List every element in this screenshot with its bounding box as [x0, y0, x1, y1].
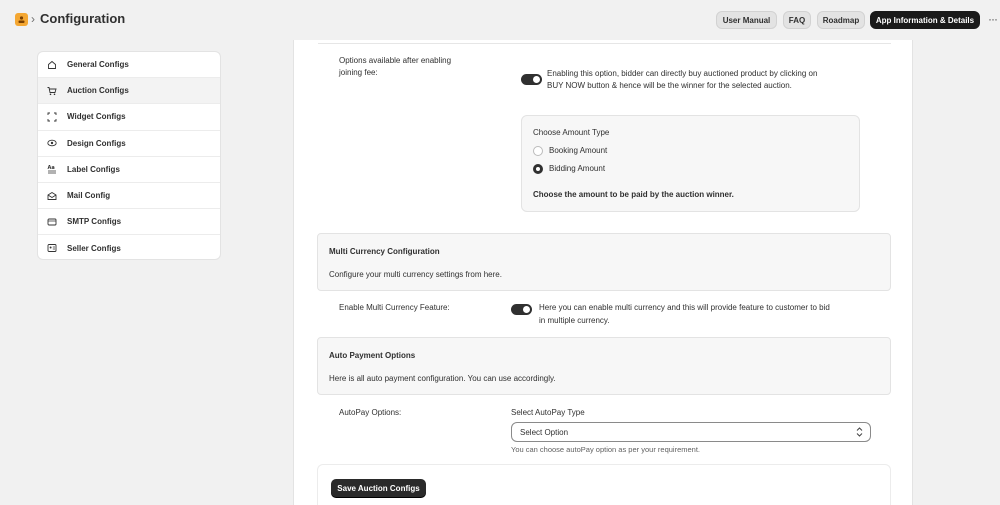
more-options-icon[interactable]: ··· [988, 12, 997, 26]
buy-now-description-line2: BUY NOW button & hence will be the winner for the selected auction. [547, 81, 792, 90]
sidebar-item-mail-config[interactable] [38, 183, 220, 209]
sidebar-item-label: Seller Configs [67, 243, 121, 253]
app-logo-icon[interactable] [15, 13, 28, 26]
sidebar-item-auction-configs[interactable] [38, 78, 220, 104]
mail-icon [46, 190, 58, 202]
buy-now-toggle[interactable] [521, 74, 542, 85]
eye-icon [46, 137, 58, 149]
save-footer [317, 464, 891, 505]
sidebar-item-label: Widget Configs [67, 112, 126, 122]
select-chevron-icon [856, 426, 863, 439]
booking-amount-label[interactable]: Booking Amount [549, 146, 608, 155]
sidebar-item-seller-configs[interactable] [38, 235, 220, 260]
auto-payment-description: Here is all auto payment configuration. You can use accordingly. [329, 374, 556, 383]
top-bar [0, 0, 1000, 40]
sidebar-item-label: General Configs [67, 60, 129, 70]
autopay-select-value: Select Option [520, 427, 569, 437]
multi-currency-title: Multi Currency Configuration [329, 247, 440, 256]
amount-type-heading: Choose Amount Type [533, 128, 610, 137]
widget-icon [46, 111, 58, 123]
auction-configs-panel [293, 40, 913, 505]
auto-payment-section [317, 337, 891, 395]
bidding-amount-radio[interactable] [533, 164, 543, 174]
sidebar-item-label: SMTP Configs [67, 217, 122, 227]
sidebar-item-label: Design Configs [67, 138, 126, 148]
smtp-icon [46, 216, 58, 228]
autopay-select-label: Select AutoPay Type [511, 408, 585, 417]
autopay-help-text: You can choose autoPay option as per your requirement. [511, 445, 701, 454]
user-manual-button[interactable]: User Manual [716, 11, 777, 29]
autopay-options-label: AutoPay Options: [339, 408, 402, 417]
divider [318, 43, 891, 44]
faq-button[interactable]: FAQ [783, 11, 811, 29]
multi-currency-description: Configure your multi currency settings from here. [329, 270, 502, 279]
sidebar-item-label: Mail Config [67, 191, 111, 201]
sidebar-item-general-configs[interactable] [38, 52, 220, 78]
multi-currency-field-label: Enable Multi Currency Feature: [339, 303, 450, 312]
booking-amount-radio[interactable] [533, 146, 543, 156]
sidebar-item-design-configs[interactable] [38, 131, 220, 157]
multi-currency-section [317, 233, 891, 291]
sidebar-item-label-configs[interactable] [38, 157, 220, 183]
auto-payment-title: Auto Payment Options [329, 351, 416, 360]
buy-now-description-line1: Enabling this option, bidder can directly buy auctioned product by clicking on [547, 69, 818, 78]
amount-type-card [521, 115, 860, 212]
roadmap-button[interactable]: Roadmap [817, 11, 865, 29]
multi-currency-field-desc-line1: Here you can enable multi currency and this will provide feature to customer to bid [539, 303, 830, 312]
label-icon [46, 163, 58, 175]
app-information-button[interactable]: App Information & Details [870, 11, 980, 29]
autopay-type-select[interactable] [511, 422, 871, 442]
home-icon [46, 59, 58, 71]
svg-text:Aa: Aa [47, 165, 55, 172]
config-sidebar [37, 51, 221, 260]
sidebar-item-smtp-configs[interactable] [38, 209, 220, 235]
joining-fee-label-line2: joining fee: [339, 68, 378, 77]
bidding-amount-label[interactable]: Bidding Amount [549, 164, 606, 173]
page-title: Configuration [40, 11, 126, 26]
multi-currency-field-desc-line2: in multiple currency. [539, 316, 610, 325]
breadcrumb-separator: › [31, 12, 35, 26]
amount-type-help: Choose the amount to be paid by the auction winner. [533, 190, 734, 199]
save-auction-configs-button[interactable]: Save Auction Configs [331, 479, 426, 497]
multi-currency-toggle[interactable] [511, 304, 532, 315]
sidebar-item-label: Label Configs [67, 164, 120, 174]
cart-icon [46, 85, 58, 97]
sidebar-item-label: Auction Configs [67, 86, 129, 96]
joining-fee-label-line1: Options available after enabling [339, 56, 452, 65]
seller-icon [46, 242, 58, 254]
sidebar-item-widget-configs[interactable] [38, 104, 220, 130]
